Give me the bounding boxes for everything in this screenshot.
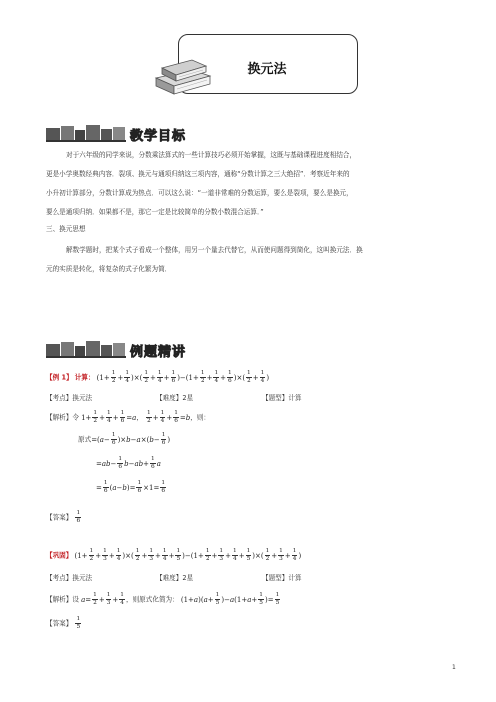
solution-text: 令 [72,413,79,422]
page-number: 1 [452,664,456,671]
example1-meta [46,392,92,402]
jiexi-label: 【解析】 [46,413,73,422]
kaodian-label: 【考点】 [46,394,73,402]
gonggu-difficulty [156,572,193,582]
yuanshi-label: 原式 [78,435,92,444]
solution-text: ，则原式化简为： [126,595,179,604]
answer-label: 【答案】 [46,513,73,522]
tixing-value: 计算 [288,394,302,402]
intro-line: 对于六年级的同学来说，分数乘法算式的一些计算技巧必须开始掌握，这既与基础课程进度相结合， [66,151,357,159]
method-line: 解数学题时，把某个式子看成一个整体，用另一个量去代替它，从而使问题得到简化，这叫换元法．换 [66,246,363,254]
banner-decoration-icon [46,124,126,142]
kaodian-label: 【考点】 [46,574,73,582]
solution-step-1: 原式=(a− $\frac{1}{6}$ )×b−a×(b− $\frac{1}{6}$ ) [78,432,171,446]
nandu-label: 【难度】 [156,574,183,582]
nandu-label: 【难度】 [156,394,183,402]
solution-text: ， [136,413,143,422]
tixing-label: 【题型】 [262,574,289,582]
example1-type [262,392,302,402]
gonggu-meta [46,572,92,582]
example1-problem: 【例 1】 计算： (1+ $\frac{1}{2}$ + $\frac{1}{4}$ )×( $\frac{1}{2}$ + $\frac{1}{4}$ + $\frac{1}{6}$ )−(1+ $\frac{1}{2}$ + $\frac{1}{4}$ + $\frac{1}{6}$ )×( $\frac{1}{2}$ + $\frac{1}{4}$ ) [46,370,270,384]
example-tag: 【例 1】 [46,373,73,382]
books-illustration [152,56,214,98]
tixing-value: 计算 [288,574,302,582]
intro-line: 更是小学奥数经典内容．裂项、换元与通项归纳这三项内容，通称“分数计算之三大绝招”．考察近年来的 [46,170,350,178]
solution-step-2: =ab− $\frac{1}{6}$ b−ab+ $\frac{1}{6}$ a [96,456,161,470]
tixing-label: 【题型】 [262,394,289,402]
intro-line: 小升初计算部分，分数计算成为热点．可以这么说：“一道非常难的分数运算，要么是裂项，要么是换元， [46,189,353,197]
section-banner-examples [46,340,206,360]
section-title-goals: 教学目标 [130,129,187,144]
gonggu-solution: 【解析】设 a= $\frac{1}{2}$ + $\frac{1}{3}$ + $\frac{1}{4}$ ，则原式化简为： (1+a)(a+ $\frac{1}{5}$ )−a(1+a+ $\frac{1}{5}$ )= $\frac{1}{5}$ [46,592,280,606]
example1-answer: 【答案】 $\frac{1}{6}$ [46,510,81,524]
method-paragraph [46,241,446,279]
example-prompt: 计算： [74,373,95,382]
nandu-value: 2星 [182,574,194,582]
answer-label: 【答案】 [46,619,73,628]
page-title: 换元法 [247,62,287,77]
method-line: 元的实质是转化，将复杂的式子化繁为简． [46,265,172,273]
gonggu-problem: 【巩固】 (1+ $\frac{1}{2}$ + $\frac{1}{3}$ + $\frac{1}{4}$ )×( $\frac{1}{2}$ + $\frac{1}{3}$ + $\frac{1}{4}$ + $\frac{1}{5}$ )−(1+ $\frac{1}{2}$ + $\frac{1}{3}$ + $\frac{1}{4}$ + $\frac{1}{5}$ )×( $\frac{1}{2}$ + $\frac{1}{3}$ + $\frac{1}{4}$ ) [46,548,302,562]
example1-difficulty [156,392,193,402]
solution-text: 设 [72,595,79,604]
section-title-examples: 例题精讲 [130,345,187,360]
example1-solution-intro: 【解析】令 1+ $\frac{1}{2}$ + $\frac{1}{4}$ + $\frac{1}{6}$ =a， $\frac{1}{2}$ + $\frac{1}{4}$ + $\frac{1}{6}$ =b，则： [46,410,211,424]
gonggu-answer: 【答案】 $\frac{1}{5}$ [46,616,81,630]
banner-decoration-icon [46,340,126,358]
subheading: 三、换元思想 [46,225,86,233]
nandu-value: 2星 [182,394,194,402]
solution-step-3: = $\frac{1}{6}$ (a−b)= $\frac{1}{6}$ ×1= $\frac{1}{6}$ [96,480,166,494]
gonggu-tag: 【巩固】 [46,551,73,560]
section-banner-goals [46,124,206,144]
gonggu-type [262,572,302,582]
jiexi-label: 【解析】 [46,595,73,604]
kaodian-value: 换元法 [72,574,93,582]
intro-line: 要么是通项归纳．如果都不是，那它一定是比较简单的分数小数混合运算．” [46,208,264,216]
intro-paragraph [46,146,446,222]
solution-text: ，则： [190,413,211,422]
kaodian-value: 换元法 [72,394,93,402]
